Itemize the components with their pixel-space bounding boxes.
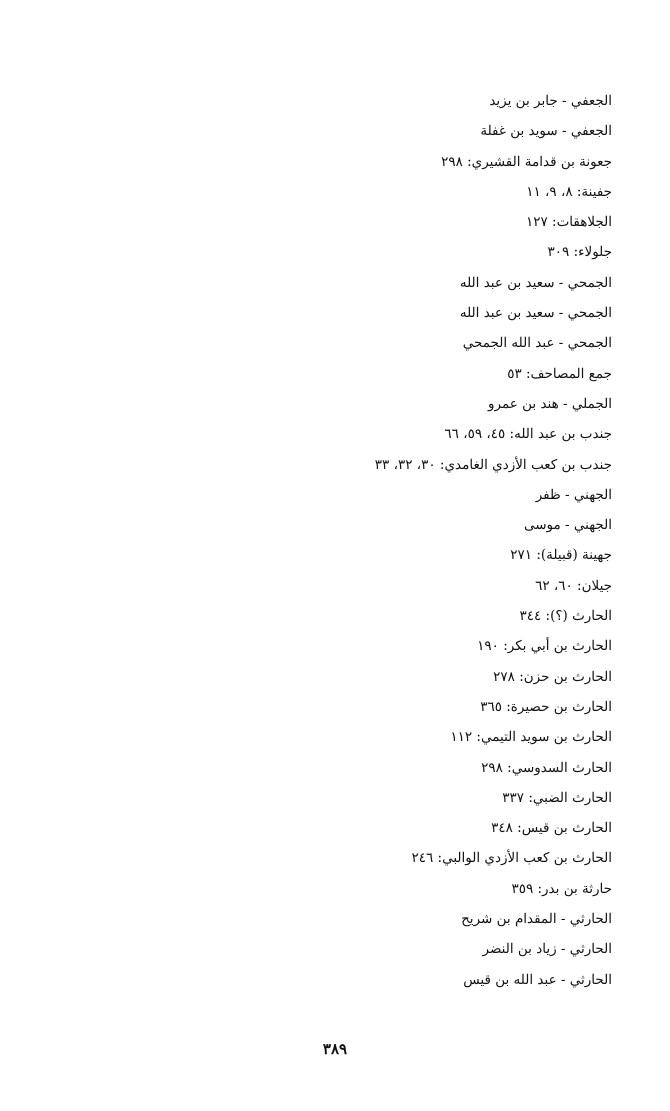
page-number: ٣٨٩	[322, 1040, 348, 1058]
index-entry: الجهني - موسى	[523, 517, 612, 534]
index-entry: حارثة بن بدر: ٣٥٩	[511, 880, 612, 897]
index-entry: الجعفي - سويد بن غفلة	[480, 123, 612, 140]
index-entry: الجهني - ظفر	[535, 486, 612, 503]
index-entry: الحارث بن كعب الأزدي الوالبي: ٢٤٦	[411, 850, 612, 867]
index-entry: الجمحي - سعيد بن عبد الله	[459, 305, 612, 322]
index-entry: جندب بن كعب الأزدي الغامدي: ٣٠، ٣٢، ٣٣	[374, 456, 612, 473]
index-entry: الجملي - هند بن عمرو	[488, 395, 612, 412]
index-entry: جمع المصاحف: ٥٣	[507, 365, 612, 382]
index-entry: الحارثي - زياد بن النضر	[482, 941, 612, 958]
index-entry: الجمحي - عبد الله الجمحي	[462, 335, 612, 352]
index-entry: جعونة بن قدامة القشيري: ٢٩٨	[441, 153, 612, 170]
index-entry: الحارث بن سويد التيمي: ١١٢	[450, 729, 612, 746]
index-entry: الحارثي - المقدام بن شريح	[461, 911, 612, 928]
index-entry: جلولاء: ٣٠٩	[547, 244, 612, 261]
index-entry: الجعفي - جابر بن يزيد	[489, 93, 612, 109]
index-entry: جيلان: ٦٠، ٦٢	[535, 577, 612, 594]
index-entry: الحارث بن حزن: ٢٧٨	[493, 668, 612, 685]
index-entry: جهينة (قبيلة): ٢٧١	[510, 547, 612, 564]
index-entry: الحارث بن حصيرة: ٣٦٥	[480, 698, 612, 715]
index-entry: جفينة: ٨، ٩، ١١	[526, 183, 612, 200]
index-entry: الحارث الضبي: ٣٣٧	[502, 789, 612, 806]
index-entry: الحارث بن قيس: ٣٤٨	[491, 820, 612, 837]
index-entry: جندب بن عبد الله: ٤٥، ٥٩، ٦٦	[444, 426, 612, 443]
index-entry: الحارث السدوسي: ٢٩٨	[481, 759, 612, 776]
index-entry: الجمحي - سعيد بن عبد الله	[459, 274, 612, 291]
index-entry: الحارث بن أبي بكر: ١٩٠	[477, 638, 612, 655]
index-entry: الجلاهقات: ١٢٧	[525, 214, 612, 231]
index-list	[52, 86, 612, 995]
index-entry: الحارث (؟): ٣٤٤	[519, 608, 612, 625]
index-entry: الحارثي - عبد الله بن قيس	[463, 971, 612, 988]
